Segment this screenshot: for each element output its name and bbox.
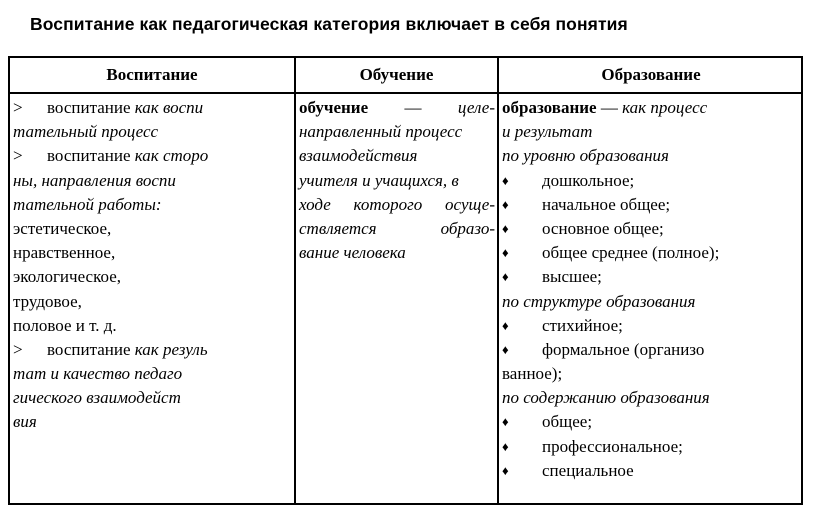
list-item: половое и т. д. <box>13 315 117 335</box>
dash-text: — <box>404 98 422 117</box>
list-item <box>502 314 802 338</box>
arrow-marker: > <box>13 146 23 166</box>
definition-text: образо- <box>440 218 495 238</box>
definition-text: ны, направления воспи <box>13 170 176 190</box>
diamond-bullet-icon: ♦ <box>502 196 509 212</box>
term-text: воспитание <box>47 98 135 117</box>
definition-line <box>299 193 495 217</box>
list-item-label: общее среднее (полное); <box>542 243 720 263</box>
list-item-label: формальное (организо <box>542 339 705 359</box>
list-item-label: стихийное; <box>542 315 623 335</box>
list-item: нравственное, <box>13 243 116 263</box>
definition-text: как процесс <box>622 98 708 117</box>
list-item <box>502 217 802 241</box>
concepts-table <box>8 56 803 505</box>
diamond-bullet-icon: ♦ <box>502 438 509 454</box>
diamond-bullet-icon: ♦ <box>502 269 509 285</box>
definition-line <box>299 96 495 120</box>
column-divider <box>497 58 499 503</box>
dash-text: — <box>596 98 623 117</box>
header-obuchenie: Обучение <box>359 65 434 84</box>
header-obrazovanie: Образование <box>601 65 701 84</box>
list-item <box>13 96 291 120</box>
definition-text: тательный процесс <box>13 122 159 142</box>
definition-text: учителя и учащихся, в <box>299 170 459 190</box>
definition-text: направленный процесс <box>299 122 463 142</box>
term-text: воспитание <box>47 339 135 359</box>
definition-text: как резуль <box>134 339 208 359</box>
list-item <box>502 241 802 265</box>
arrow-marker: > <box>13 339 23 359</box>
list-item <box>502 265 802 289</box>
definition-text: гического взаимодейст <box>13 388 181 408</box>
list-item-label: высшее; <box>542 267 602 287</box>
page-title: Воспитание как педагогическая категория включает в себя понятия <box>30 14 628 34</box>
list-item <box>502 338 802 362</box>
definition-text: ходе <box>299 194 331 214</box>
diamond-bullet-icon: ♦ <box>502 220 509 236</box>
column-vospitanie <box>13 96 291 435</box>
diamond-bullet-icon: ♦ <box>502 341 509 357</box>
list-item <box>13 144 291 168</box>
definition-text: которого <box>353 194 423 214</box>
definition-text: как сторо <box>134 146 209 166</box>
diamond-bullet-icon: ♦ <box>502 462 509 478</box>
definition-text: тательной работы: <box>13 194 162 214</box>
definition-line <box>299 217 495 241</box>
arrow-marker: > <box>13 98 23 117</box>
term-text: воспитание <box>47 146 135 166</box>
definition-text: осуще- <box>445 194 495 214</box>
list-item: экологическое, <box>13 267 121 287</box>
list-item-label: основное общее; <box>542 218 664 238</box>
definition-text: как воспи <box>134 98 204 117</box>
definition-text: взаимодействия <box>299 146 418 166</box>
list-item <box>502 169 802 193</box>
diamond-bullet-icon: ♦ <box>502 172 509 188</box>
definition-text: вия <box>13 412 37 432</box>
diamond-bullet-icon: ♦ <box>502 245 509 261</box>
list-item-label: начальное общее; <box>542 194 671 214</box>
list-item <box>13 338 291 362</box>
list-item <box>502 410 802 434</box>
list-item <box>502 435 802 459</box>
list-item <box>502 193 802 217</box>
header-divider <box>10 92 801 94</box>
section-heading: по содержанию образования <box>502 388 710 408</box>
term-text: образование <box>502 98 597 117</box>
list-item-label: профессиональное; <box>542 436 683 456</box>
column-obrazovanie <box>502 96 802 483</box>
list-item-label: специальное <box>542 460 634 480</box>
term-text: обучение <box>299 98 369 117</box>
definition-text: целе- <box>457 98 495 117</box>
list-item-label: общее; <box>542 412 593 432</box>
list-item <box>502 459 802 483</box>
diamond-bullet-icon: ♦ <box>502 317 509 333</box>
definition-text: тат и качество педаго <box>13 364 183 384</box>
header-vospitanie: Воспитание <box>106 65 198 84</box>
column-obuchenie <box>299 96 495 265</box>
diamond-bullet-icon: ♦ <box>502 414 509 430</box>
column-divider <box>294 58 296 503</box>
list-item-label: дошкольное; <box>542 170 635 190</box>
list-item-continuation: ванное); <box>502 364 563 384</box>
section-heading: по уровню образования <box>502 146 669 166</box>
list-item: трудовое, <box>13 291 82 311</box>
definition-text: ствляется <box>299 218 377 238</box>
definition-text: вание человека <box>299 243 406 263</box>
section-heading: по структуре образования <box>502 291 696 311</box>
definition-text: и результат <box>502 122 593 142</box>
definition-line <box>502 96 802 120</box>
list-item: эстетическое, <box>13 218 112 238</box>
